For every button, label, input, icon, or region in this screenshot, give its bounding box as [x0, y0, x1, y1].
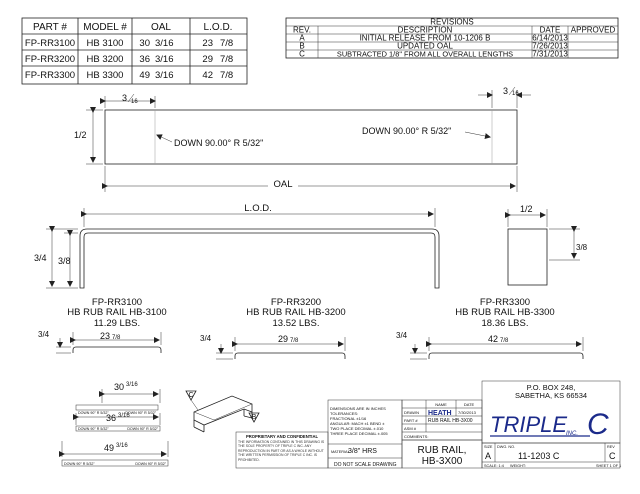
date-cell: 7/26/2013 — [532, 41, 568, 51]
flat-length-whole: 36 — [105, 413, 116, 423]
flat-left-note: DOWN 90° R 5/32" — [78, 411, 109, 415]
lod-frac-cell: 7/8 — [220, 54, 234, 65]
description-cell: UPDATED OAL — [397, 41, 453, 51]
flat-left-note: DOWN 90° R 5/32" — [64, 462, 95, 466]
date-cell: 6/14/2013 — [532, 33, 568, 43]
left-flange-dim-den: 16 — [131, 99, 138, 105]
end-view — [508, 204, 588, 285]
flat-length-frac: 3/16 — [126, 382, 138, 388]
flat-right-note: DOWN 90° R 5/32" — [127, 427, 158, 431]
part-cell: FP-RR3300 — [24, 70, 76, 81]
tolerance-line: TOLERANCES: — [330, 411, 359, 416]
weight-label: WEIGHT: — [510, 464, 526, 468]
dwg-no-label: DWG. NO. — [497, 445, 516, 449]
revisions-title: REVISIONS — [430, 17, 474, 27]
proprietary-title: PROPRIETARY AND CONFIDENTIAL — [245, 434, 319, 439]
oal-frac-cell: 3/16 — [155, 70, 174, 81]
variant-3300 — [396, 297, 583, 359]
drawn-date: 7/30/2013 — [458, 410, 476, 415]
scale-note: DO NOT SCALE DRAWING — [334, 462, 397, 468]
rev-cell: A — [299, 33, 305, 43]
flat-right-note: DOWN 90° R 5/32" — [135, 462, 166, 466]
material-value: 3/8" HRS — [348, 448, 377, 455]
oal-label: OAL — [273, 179, 293, 190]
variant-length-whole: 23 — [99, 331, 110, 341]
rev-value: C — [609, 451, 616, 461]
lod-col-header: L.O.D. — [203, 22, 233, 33]
title-block — [236, 381, 621, 468]
name-header: NAME — [435, 402, 447, 407]
company-logo-inc: INC. — [566, 431, 578, 437]
model-col-header: MODEL # — [83, 22, 127, 33]
variant-part: FP-RR3300 — [479, 297, 531, 308]
lod-frac-cell: 7/8 — [220, 70, 234, 81]
rev-cell: B — [299, 41, 305, 51]
variant-weight: 13.52 LBS. — [272, 318, 320, 329]
iso-callout-c: C — [188, 392, 194, 399]
iso-callout-b: B — [251, 414, 257, 421]
left-flange-dim: 3 — [122, 93, 128, 103]
top-view — [74, 86, 531, 192]
oal-col-header: OAL — [150, 22, 172, 33]
description-col-header: DESCRIPTION — [397, 25, 453, 35]
lod-whole-cell: 42 — [202, 70, 213, 81]
model-cell: HB 3300 — [86, 70, 124, 81]
oal-whole-cell: 36 — [139, 54, 150, 65]
variant-length-whole: 29 — [277, 334, 288, 344]
outer-height-dim: 3/4 — [34, 253, 47, 263]
description-cell: INITIAL RELEASE FROM 10-1206 B — [359, 33, 491, 43]
proprietary-body: THE INFORMATION CONTAINED IN THIS DRAWING IS THE SOLE PROPERTY OF TRIPLE C INC. ANY REPRODUCTION IN PART OR AS A WHOLE WITHOUT THE WRITTEN PERMISSION OF TRIPLE C INC. IS PROHIBITED. — [238, 440, 325, 462]
variant-length-frac: 7/8 — [500, 338, 509, 344]
flat-right-note: DOWN 90° R 5/32" — [125, 411, 156, 415]
flat-length-frac: 3/16 — [116, 443, 128, 449]
tolerance-line: TWO PLACE DECIMAL ±.010 — [330, 426, 384, 431]
part-label: PART # — [404, 418, 418, 423]
model-cell: HB 3200 — [86, 54, 124, 65]
part-cell: FP-RR3100 — [24, 38, 76, 49]
variant-weight: 11.29 LBS. — [93, 318, 141, 329]
asm-label: ASM # — [404, 426, 417, 431]
variant-name: HB RUB RAIL HB-3100 — [67, 307, 167, 318]
oal-whole-cell: 30 — [139, 38, 150, 49]
end-height-dim: 3/8 — [576, 243, 588, 252]
flat-left-note: DOWN 90° R 5/32" — [78, 427, 109, 431]
scale-label: SCALE: 1:4 — [484, 464, 504, 468]
date-col-header: DATE — [539, 25, 561, 35]
variant-3100 — [38, 297, 167, 353]
flat-length-whole: 49 — [103, 443, 114, 453]
lod-label: L.O.D. — [244, 203, 272, 214]
lod-whole-cell: 23 — [202, 38, 213, 49]
company-logo-c: C — [587, 408, 609, 441]
variant-3200 — [200, 297, 346, 359]
drawn-label: DRAWN — [404, 410, 419, 415]
variant-name: HB RUB RAIL HB-3300 — [455, 307, 555, 318]
description-cell: SUBTRACTED 1/8" FROM ALL OVERALL LENGTHS — [336, 49, 514, 59]
material-label: MATERIAL — [331, 450, 350, 454]
table-row — [25, 54, 233, 65]
variant-length-whole: 42 — [487, 334, 498, 344]
variant-part: FP-RR3200 — [270, 297, 322, 308]
part-col-header: PART # — [33, 22, 67, 33]
tolerance-line: DIMENSIONS ARE IN INCHES — [330, 406, 386, 411]
left-bend-note: DOWN 90.00° R 5/32" — [174, 138, 264, 148]
flat-pattern-49 — [62, 441, 168, 466]
flat-pattern-36 — [76, 413, 160, 431]
inner-height-dim: 3/8 — [58, 256, 71, 266]
oal-frac-cell: 3/16 — [155, 54, 174, 65]
rev-label: REV — [607, 445, 615, 449]
rev-col-header: REV. — [293, 25, 311, 35]
table-row — [25, 38, 233, 49]
variant-weight: 18.36 LBS. — [481, 318, 529, 329]
oal-frac-cell: 3/16 — [155, 38, 174, 49]
part-table — [22, 18, 247, 84]
part-cell: FP-RR3200 — [24, 54, 76, 65]
variant-name: HB RUB RAIL HB-3200 — [246, 307, 346, 318]
company-address1: P.O. BOX 248, — [526, 383, 576, 392]
variant-height: 3/4 — [200, 334, 212, 343]
table-row — [25, 70, 233, 81]
isometric-view — [186, 391, 259, 432]
drawing-title-line2: HB-3X00 — [421, 456, 463, 467]
comments-label: COMMENTS: — [404, 434, 429, 439]
dwg-no-value: 11-1203 C — [518, 451, 560, 461]
lod-frac-cell: 7/8 — [220, 38, 234, 49]
variant-length-frac: 7/8 — [112, 335, 121, 341]
part-value: RUB RAIL HB-3X00 — [428, 418, 473, 424]
side-view — [34, 203, 439, 288]
right-bend-note: DOWN 90.00° R 5/32" — [362, 126, 452, 136]
date-header: DATE — [463, 402, 475, 407]
model-cell: HB 3100 — [86, 38, 124, 49]
flat-length-frac: 3/16 — [118, 413, 130, 419]
date-cell: 7/31/2013 — [532, 49, 568, 59]
approved-col-header: APPROVED — [570, 25, 616, 35]
right-flange-dim: 3 — [503, 86, 509, 96]
company-address2: SABETHA, KS 66534 — [514, 391, 588, 400]
revisions-table — [286, 18, 618, 59]
size-value: A — [485, 451, 492, 461]
oal-whole-cell: 49 — [139, 70, 150, 81]
flat-length-whole: 30 — [113, 382, 124, 392]
variant-part: FP-RR3100 — [91, 297, 143, 308]
drawn-name: HEATH — [428, 410, 452, 417]
rev-cell: C — [299, 49, 305, 59]
variant-length-frac: 7/8 — [290, 338, 299, 344]
drawing-title-line1: RUB RAIL, — [417, 445, 467, 456]
tolerance-line: FRACTIONAL ±1/16 — [330, 416, 367, 421]
tolerance-line: THREE PLACE DECIMAL ±.005 — [330, 431, 388, 436]
variant-height: 3/4 — [396, 331, 408, 340]
lod-whole-cell: 29 — [202, 54, 213, 65]
tolerance-line: ANGULAR: MACH ±1 BEND ± — [330, 421, 385, 426]
variant-height: 3/4 — [38, 330, 50, 339]
end-width-dim: 1/2 — [520, 204, 533, 214]
flat-pattern-30 — [76, 382, 160, 415]
right-flange-dim-den: 16 — [512, 91, 519, 97]
sheet-label: SHEET 1 OF 1 — [596, 464, 622, 468]
table-row — [299, 50, 568, 59]
width-dim: 1/2 — [74, 130, 87, 140]
company-logo-name: TRIPLE — [490, 412, 568, 437]
size-label: SIZE — [484, 445, 493, 449]
